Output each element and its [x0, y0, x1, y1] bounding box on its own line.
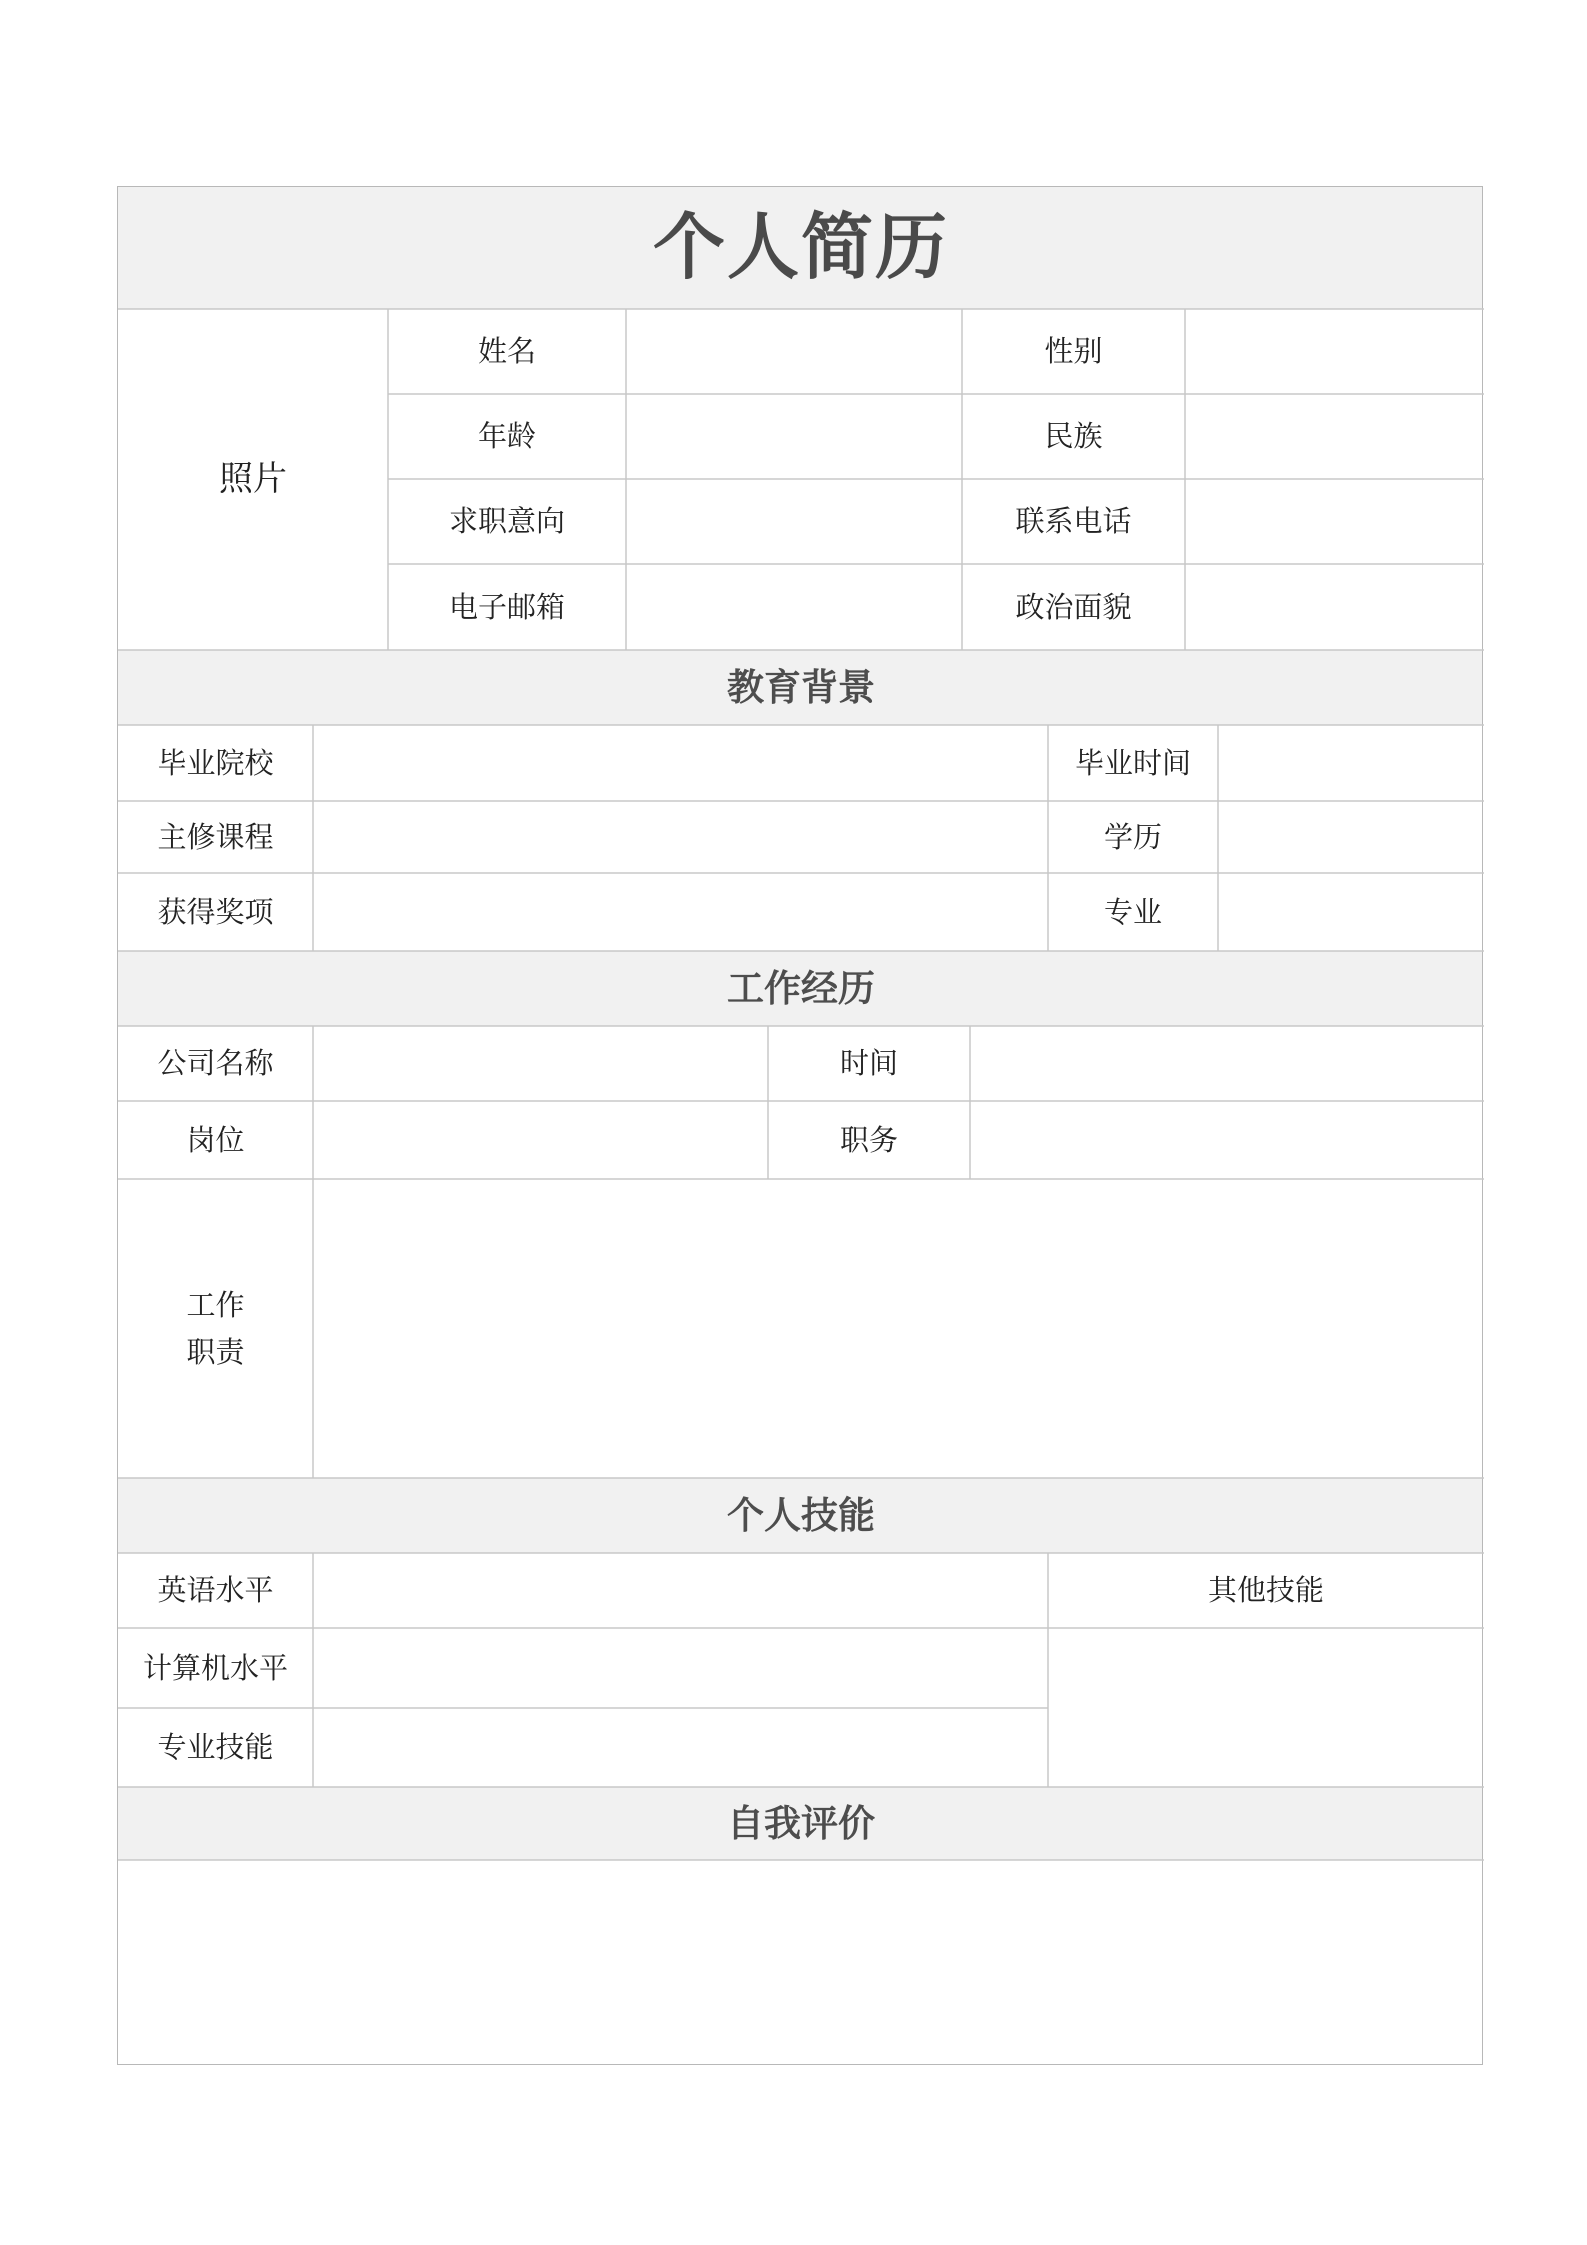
major-value[interactable]	[1218, 873, 1484, 951]
job-intention-label: 求职意向	[448, 504, 565, 539]
other-skills-value[interactable]	[1048, 1628, 1484, 1787]
responsibilities-label-line2: 职责	[186, 1334, 245, 1369]
grad-time-value[interactable]	[1218, 725, 1484, 801]
ethnicity-label: 民族	[1044, 419, 1103, 454]
courses-label: 主修课程	[157, 819, 274, 854]
name-label: 姓名	[477, 334, 536, 369]
self-eval-heading: 自我评价	[727, 1801, 875, 1845]
english-value[interactable]	[313, 1553, 1048, 1628]
post-value[interactable]	[313, 1101, 768, 1179]
education-heading: 教育背景	[727, 665, 875, 709]
responsibilities-value[interactable]	[313, 1179, 1484, 1478]
post-label: 岗位	[186, 1122, 245, 1157]
awards-label: 获得奖项	[157, 894, 274, 929]
skills-heading: 个人技能	[727, 1493, 875, 1537]
page-title: 个人简历	[652, 205, 949, 290]
duty-label: 职务	[839, 1122, 898, 1157]
email-value[interactable]	[626, 564, 962, 650]
name-value[interactable]	[626, 309, 962, 394]
responsibilities-label	[118, 1179, 313, 1478]
courses-value[interactable]	[313, 801, 1048, 873]
gender-label: 性别	[1044, 334, 1103, 369]
resume-table	[117, 186, 1483, 2065]
english-label: 英语水平	[157, 1573, 274, 1608]
time-value[interactable]	[970, 1026, 1484, 1101]
grad-time-label: 毕业时间	[1074, 745, 1191, 780]
school-label: 毕业院校	[157, 745, 274, 780]
professional-label: 专业技能	[157, 1730, 274, 1765]
computer-label: 计算机水平	[142, 1650, 288, 1685]
age-value[interactable]	[626, 394, 962, 479]
time-label: 时间	[839, 1046, 898, 1081]
gender-value[interactable]	[1185, 309, 1484, 394]
political-label: 政治面貌	[1015, 589, 1132, 624]
email-label: 电子邮箱	[448, 589, 565, 624]
company-label: 公司名称	[157, 1046, 274, 1081]
professional-value[interactable]	[313, 1708, 1048, 1787]
computer-value[interactable]	[313, 1628, 1048, 1708]
school-value[interactable]	[313, 725, 1048, 801]
job-intention-value[interactable]	[626, 479, 962, 564]
awards-value[interactable]	[313, 873, 1048, 951]
degree-label: 学历	[1103, 819, 1162, 854]
phone-value[interactable]	[1185, 479, 1484, 564]
other-skills-label: 其他技能	[1207, 1573, 1324, 1608]
phone-label: 联系电话	[1015, 504, 1132, 539]
responsibilities-label-line1: 工作	[186, 1288, 245, 1323]
major-label: 专业	[1103, 894, 1162, 929]
company-value[interactable]	[313, 1026, 768, 1101]
duty-value[interactable]	[970, 1101, 1484, 1179]
ethnicity-value[interactable]	[1185, 394, 1484, 479]
photo-placeholder[interactable]: 照片	[219, 459, 287, 500]
political-value[interactable]	[1185, 564, 1484, 650]
self-eval-value[interactable]	[118, 1860, 1484, 2066]
degree-value[interactable]	[1218, 801, 1484, 873]
work-heading: 工作经历	[727, 966, 875, 1010]
age-label: 年龄	[477, 419, 536, 454]
